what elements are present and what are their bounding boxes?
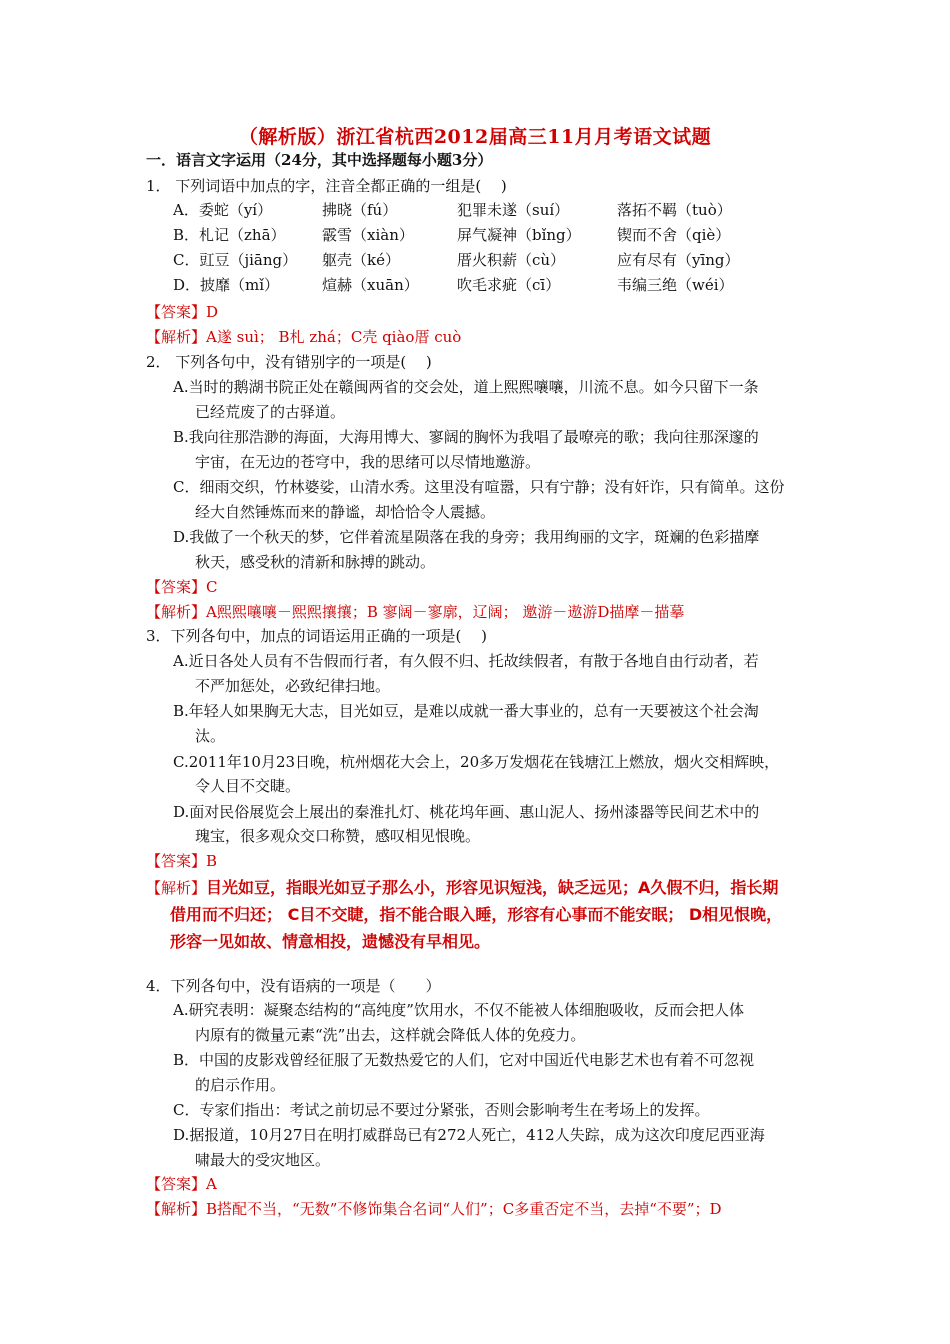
q1-option-cell: 拂晓（fú） — [322, 201, 398, 219]
q3-option-line: D.面对民俗展览会上展出的秦淮扎灯、桃花坞年画、惠山泥人、扬州漆器等民间艺术中的 — [173, 803, 760, 821]
q4-option-line: B．中国的皮影戏曾经征服了无数热爱它的人们，它对中国近代电影艺术也有着不可忽视 — [173, 1051, 755, 1069]
q3-option-line: 汰。 — [195, 727, 226, 745]
q2-option-line: A.当时的鹅湖书院正处在赣闽两省的交会处，道上熙熙嚷嚷，川流不息。如今只留下一条 — [173, 378, 759, 396]
q2-option-line: 已经荒废了的古驿道。 — [195, 403, 346, 421]
answer-tag: 【答案】 — [146, 852, 207, 870]
q3-analysis-line: 形容一见如故、情意相投，遗憾没有早相见。 — [170, 932, 491, 951]
q1-option-cell: 犯罪未遂（suí） — [457, 201, 570, 219]
section-heading: 一．语言文字运用（24分，其中选择题每小题3分） — [146, 151, 493, 169]
analysis-tag: 【解析】 — [146, 1200, 207, 1218]
q1-option-cell: 锲而不舍（qiè） — [617, 226, 731, 244]
q3-option-line: A.近日各处人员有不告假而行者，有久假不归、托故续假者，有散于各地自由行动者，若 — [173, 652, 759, 670]
q2-option-line: 经大自然锤炼而来的静谧，却恰恰令人震撼。 — [195, 503, 496, 521]
q1-option-cell: 应有尽有（yīng） — [617, 251, 740, 269]
analysis-tag: 【解析】 — [146, 328, 207, 346]
q1-option-cell: 屏气凝神（bǐng） — [457, 226, 581, 244]
q2-stem: 2． 下列各句中，没有错别字的一项是( ) — [146, 353, 432, 371]
q4-analysis — [146, 1199, 722, 1219]
q4-answer — [146, 1174, 217, 1194]
q1-stem: 1． 下列词语中加点的字，注音全都正确的一组是( ) — [146, 177, 507, 195]
q3-analysis — [146, 878, 778, 898]
analysis-text: A熙熙嚷嚷－熙熙攘攘；B 寥阔－寥廓，辽阔； 邀游－遨游D描摩－描摹 — [206, 603, 685, 621]
document-title: （解析版）浙江省杭西2012届高三11月月考语文试题 — [238, 126, 712, 148]
q1-option-cell: D．披靡（mǐ） — [173, 276, 280, 294]
q2-option-line: D.我做了一个秋天的梦，它伴着流星陨落在我的身旁；我用绚丽的文字，斑斓的色彩描摩 — [173, 528, 760, 546]
q1-option-cell: 煊赫（xuān） — [322, 276, 419, 294]
q3-option-line: B.年轻人如果胸无大志，目光如豆，是难以成就一番大事业的，总有一天要被这个社会淘 — [173, 702, 759, 720]
q3-option-line: C.2011年10月23日晚，杭州烟花大会上，20多万发烟花在钱塘江上燃放，烟火交相辉映， — [173, 753, 780, 771]
q1-answer — [146, 302, 218, 322]
q3-stem: 3．下列各句中，加点的词语运用正确的一项是( ) — [146, 627, 488, 645]
q1-option-cell: 吹毛求疵（cī） — [457, 276, 561, 294]
q3-analysis-line: 借用而不归还； C目不交睫，指不能合眼入睡，形容有心事而不能安眠； D相见恨晚， — [170, 905, 783, 924]
answer-tag: 【答案】 — [146, 303, 207, 321]
q1-option-cell: C．豇豆（jiāng） — [173, 251, 298, 269]
answer-value: B — [206, 852, 218, 870]
q4-option-line: A.研究表明：凝聚态结构的“高纯度”饮用水，不仅不能被人体细胞吸收，反而会把人体 — [173, 1001, 744, 1019]
q1-option-cell: B．札记（zhā） — [173, 226, 286, 244]
analysis-text: 目光如豆，指眼光如豆子那么小，形容见识短浅，缺乏远见；A久假不归，指长期 — [206, 878, 779, 897]
q4-stem: 4．下列各句中，没有语病的一项是（ ） — [146, 977, 441, 995]
q4-option-line: 内原有的微量元素“洗”出去，这样就会降低人体的免疫力。 — [195, 1026, 586, 1044]
q2-option-line: 秋天，感受秋的清新和脉搏的跳动。 — [195, 553, 436, 571]
q4-option-line: 的启示作用。 — [195, 1076, 286, 1094]
q2-analysis — [146, 602, 684, 622]
q1-option-cell: A．委蛇（yí） — [173, 201, 273, 219]
analysis-tag: 【解析】 — [146, 879, 207, 897]
q4-option-line: D.据报道，10月27日在明打威群岛已有272人死亡，412人失踪，成为这次印度尼西亚海 — [173, 1126, 765, 1144]
answer-value: D — [206, 303, 219, 321]
q4-option-line: 啸最大的受灾地区。 — [195, 1151, 331, 1169]
q2-option-line: 宇宙，在无边的苍穹中，我的思绪可以尽情地邀游。 — [195, 453, 541, 471]
q1-option-cell: 韦编三绝（wéi） — [617, 276, 734, 294]
q2-option-line: C．细雨交织，竹林婆娑，山清水秀。这里没有喧嚣，只有宁静；没有奸诈，只有简单。这份 — [173, 478, 785, 496]
q3-option-line: 令人目不交睫。 — [195, 777, 301, 795]
analysis-tag: 【解析】 — [146, 603, 207, 621]
answer-tag: 【答案】 — [146, 1175, 207, 1193]
answer-value: A — [206, 1175, 217, 1193]
q1-option-cell: 躯壳（ké） — [322, 251, 400, 269]
analysis-text: A遂 suì； B札 zhá；C壳 qiào厝 cuò — [206, 328, 462, 346]
q3-option-line: 不严加惩处，必致纪律扫地。 — [195, 677, 391, 695]
q2-answer — [146, 577, 218, 597]
q4-option-line: C．专家们指出：考试之前切忌不要过分紧张，否则会影响考生在考场上的发挥。 — [173, 1101, 710, 1119]
q2-option-line: B.我向往那浩渺的海面，大海用博大、寥阔的胸怀为我唱了最嘹亮的歌；我向往那深邃的 — [173, 428, 759, 446]
answer-tag: 【答案】 — [146, 578, 207, 596]
q1-option-cell: 落拓不羁（tuò） — [617, 201, 732, 219]
q1-option-cell: 霰雪（xiàn） — [322, 226, 414, 244]
q1-option-cell: 厝火积薪（cù） — [457, 251, 566, 269]
q3-answer — [146, 851, 217, 871]
q1-analysis — [146, 327, 461, 347]
analysis-text: B搭配不当，“无数”不修饰集合名词“人们”；C多重否定不当，去掉“不要”；D — [206, 1200, 722, 1218]
q3-option-line: 瑰宝，很多观众交口称赞，感叹相见恨晚。 — [195, 827, 481, 845]
answer-value: C — [206, 578, 218, 596]
